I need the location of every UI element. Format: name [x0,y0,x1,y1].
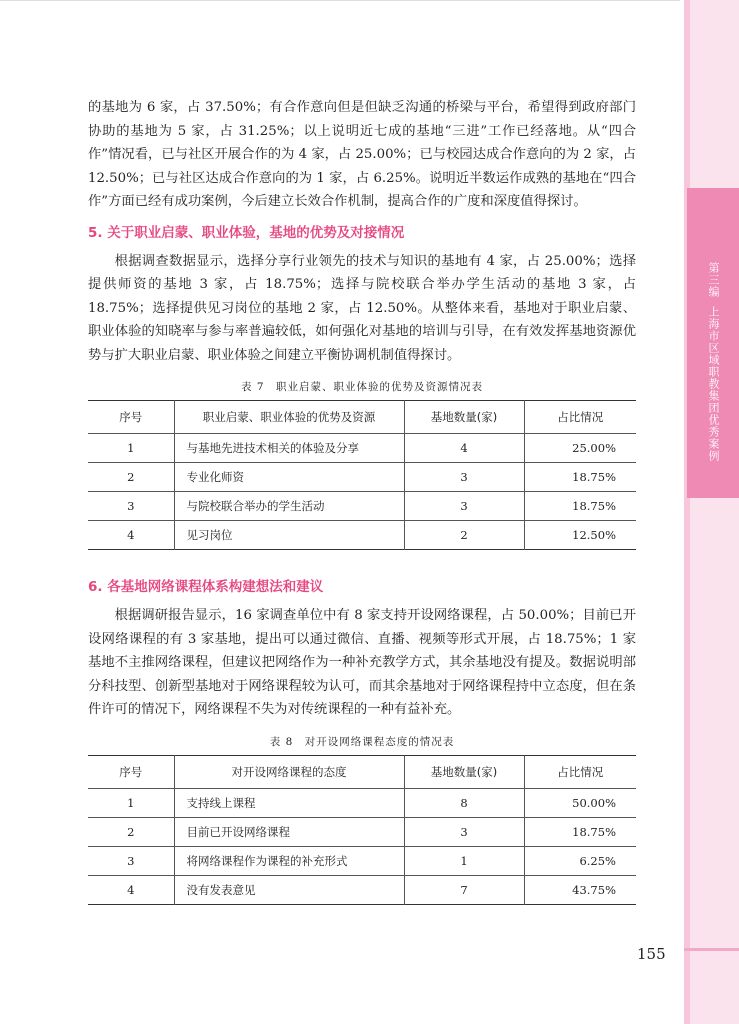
section-6-paragraph: 根据调研报告显示，16 家调查单位中有 8 家支持开设网络课程，占 50.00%；目前已开设网络课程的有 3 家基地，提出可以通过微信、直播、视频等形式开展，占 18.75%；1 家基地不主推网络课程，但建议把网络作为一种补充教学方式，其余基地没有提及。数据说明部分科技型、创新型基地对于网络课程较为认可，而其余基地对于网络课程持中立态度，但在条件许可的情况下，网络课程不失为对传统课程的一种有益补充。 [88,608,636,717]
cell-percent: 6.25% [524,846,636,875]
table-row [88,788,636,817]
side-tab-title: 上海市区域职教集团优秀案例 [707,306,720,462]
top-rule [0,0,680,1]
cell-item: 专业化师资 [174,463,404,492]
paragraph-continued: 的基地为 6 家，占 37.50%；有合作意向但是但缺乏沟通的桥梁与平台，希望得到政府部门协助的基地为 5 家，占 31.25%；以上说明近七成的基地“三进”工作已经落地。从“四合作”情况看，已与社区开展合作的为 4 家，占 25.00%；已与校园达成合作意向的为 2 家，占 12.50%；已与社区达成合作意向的为 1 家，占 6.25%。说明近半数运作成熟的基地在“四合作”方面已经有成功案例，今后建立长效合作机制，提高合作的广度和深度值得探讨。 [88,100,636,209]
column-header: 对开设网络课程的态度 [174,755,404,788]
cell-index: 1 [88,434,174,463]
cell-item: 支持线上课程 [174,788,404,817]
cell-count: 1 [404,846,524,875]
column-header: 职业启蒙、职业体验的优势及资源 [174,401,404,434]
cell-count: 7 [404,875,524,904]
section-6-heading: 6. 各基地网络课程体系构建想法和建议 [88,579,324,595]
cell-item: 目前已开设网络课程 [174,817,404,846]
cell-count: 3 [404,463,524,492]
cell-item: 没有发表意见 [174,875,404,904]
page-number: 155 [637,945,666,963]
chapter-side-tab [687,188,739,498]
cell-percent: 25.00% [524,434,636,463]
page-number-bar [684,948,739,951]
cell-item: 见习岗位 [174,521,404,550]
side-tab-part: 第三编 [707,262,720,298]
cell-index: 4 [88,521,174,550]
column-header: 占比情况 [524,401,636,434]
side-stripe [684,0,690,1024]
table-row [88,817,636,846]
cell-percent: 43.75% [524,875,636,904]
cell-count: 3 [404,492,524,521]
column-header: 序号 [119,764,143,779]
cell-percent: 18.75% [524,463,636,492]
cell-item: 将网络课程作为课程的补充形式 [174,846,404,875]
cell-count: 2 [404,521,524,550]
cell-index: 1 [88,788,174,817]
cell-index: 4 [88,875,174,904]
section-5-paragraph: 根据调查数据显示，选择分享行业领先的技术与知识的基地有 4 家，占 25.00%；选择提供师资的基地 3 家，占 18.75%；选择与院校联合举办学生活动的基地 3 家，占 18.75%；选择提供见习岗位的基地 2 家，占 12.50%。从整体来看，基地对于职业启蒙、职业体验的知晓率与参与率普遍较低，如何强化对基地的培训与引导，在有效发挥基地资源优势与扩大职业启蒙、职业体验之间建立平衡协调机制值得探讨。 [88,253,636,363]
column-header: 基地数量(家) [404,755,524,788]
table-7-caption: 表 7 职业启蒙、职业体验的优势及资源情况表 [240,381,484,393]
column-header: 基地数量(家) [404,401,524,434]
page-content [88,96,636,905]
table-8 [88,755,636,905]
column-header: 序号 [119,410,143,424]
table-row [88,875,636,904]
table-8-caption: 表 8 对开设网络课程态度的情况表 [269,735,455,748]
table-row [88,521,636,550]
cell-index: 2 [88,817,174,846]
cell-index: 2 [88,463,174,492]
table-header-row [88,755,636,788]
cell-percent: 18.75% [524,817,636,846]
cell-item: 与基地先进技术相关的体验及分享 [174,434,404,463]
cell-count: 4 [404,434,524,463]
column-header: 占比情况 [524,755,636,788]
section-5-heading: 5. 关于职业启蒙、职业体验，基地的优势及对接情况 [88,224,405,241]
table-header-row [88,401,636,434]
table-row [88,434,636,463]
cell-percent: 50.00% [524,788,636,817]
table-row [88,846,636,875]
cell-index: 3 [88,492,174,521]
table-7 [88,400,636,550]
cell-item: 与院校联合举办的学生活动 [174,492,404,521]
cell-count: 3 [404,817,524,846]
table-row [88,463,636,492]
cell-percent: 12.50% [524,521,636,550]
table-row [88,492,636,521]
side-band [684,0,739,1024]
cell-index: 3 [88,846,174,875]
cell-count: 8 [404,788,524,817]
cell-percent: 18.75% [524,492,636,521]
